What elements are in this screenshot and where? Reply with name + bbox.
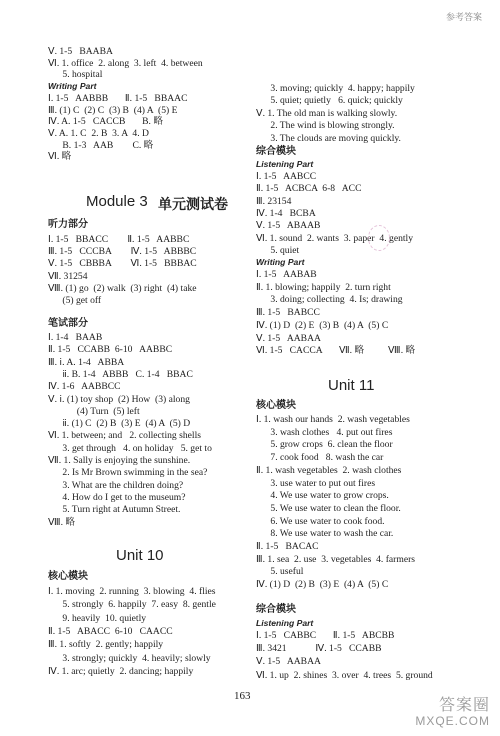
- answer-line: Ⅰ. 1-4 BAAB: [48, 332, 103, 343]
- answer-line: Ⅴ. 1-5 CBBBA Ⅵ. 1-5 BBBAC: [48, 258, 197, 270]
- answer-line: 3. doing; collecting 4. Is; drawing: [256, 294, 403, 306]
- section-label: Writing Part: [256, 257, 305, 267]
- answer-line: B. 1-3 AAB C. 略: [48, 139, 154, 151]
- answer-line: 7. cook food 8. wash the car: [256, 452, 384, 464]
- section-heading: 综合模块: [256, 604, 296, 615]
- answer-line: Ⅳ. (1) D (2) E (3) B (4) A (5) C: [256, 319, 389, 331]
- answer-line: Ⅴ. 1-5 AABAA: [256, 656, 321, 668]
- unit-title: Unit 10: [116, 547, 164, 564]
- answer-line: Ⅲ. 23154: [256, 195, 292, 207]
- answer-line: Ⅲ. 1-5 BABCC: [256, 307, 320, 319]
- answer-line: Ⅶ. 31254: [48, 270, 88, 282]
- answer-line: (4) Turn (5) left: [48, 405, 140, 417]
- answer-line: ⅱ. (1) C (2) B (3) E (4) A (5) D: [48, 418, 191, 430]
- header-mark: 参考答案: [445, 13, 482, 23]
- section-label: Writing Part: [48, 81, 97, 92]
- section-heading: 听力部分: [48, 219, 88, 230]
- answer-line: Ⅳ. A. 1-5 CACCB B. 略: [48, 116, 163, 128]
- answer-line: Ⅳ. 1-4 BCBA: [256, 207, 316, 219]
- watermark-logo-text: 答案圈: [438, 695, 490, 714]
- answer-line: Ⅴ. 1-5 BAABA: [48, 46, 113, 57]
- answer-line: Ⅳ. 1-6 AABBCC: [48, 381, 121, 393]
- answer-line: Ⅰ. 1-5 CABBC Ⅱ. 1-5 ABCBB: [256, 630, 395, 641]
- answer-line: Ⅱ. 1-5 BACAC: [256, 541, 319, 552]
- section-label: Listening Part: [256, 159, 314, 169]
- answer-line: 5. hospital: [48, 69, 103, 81]
- answer-line: Ⅴ. 1-5 ABAAB: [256, 220, 321, 232]
- answer-line: 9. heavily 10. quietly: [48, 612, 147, 624]
- answer-line: Ⅱ. 1. blowing; happily 2. turn right: [256, 281, 391, 293]
- answer-line: Ⅲ. 1. softly 2. gently; happily: [48, 639, 164, 651]
- answer-line: 3. What are the children doing?: [48, 479, 184, 491]
- answer-line: 2. The wind is blowing strongly.: [256, 120, 395, 132]
- answer-line: Ⅵ. 1. sound 2. wants 3. paper 4. gently: [256, 232, 413, 244]
- answer-line: 3. use water to put out fires: [256, 477, 376, 489]
- pen-mark-stamp: [368, 225, 390, 251]
- section-heading: 核心模块: [48, 571, 88, 582]
- answer-line: ⅱ. B. 1-4 ABBB C. 1-4 BBAC: [48, 368, 193, 380]
- answer-line: Ⅲ. 1. sea 2. use 3. vegetables 4. farmers: [256, 553, 415, 565]
- answer-line: 3. moving; quickly 4. happy; happily: [256, 83, 415, 94]
- section-heading: 笔试部分: [48, 318, 88, 329]
- answer-line: Ⅴ. ⅰ. (1) toy shop (2) How (3) along: [48, 393, 190, 405]
- answer-line: Ⅷ. 略: [48, 516, 76, 528]
- answer-line: Ⅶ. 1. Sally is enjoying the sunshine.: [48, 455, 191, 466]
- answer-line: Ⅲ. 1-5 CCCBA Ⅳ. 1-5 ABBBC: [48, 246, 197, 258]
- answer-line: Ⅴ. 1-5 AABAA: [256, 332, 321, 344]
- section-heading: 综合模块: [256, 146, 296, 157]
- answer-line: Ⅵ. 1. between; and 2. collecting shells: [48, 430, 201, 442]
- answer-line: Ⅵ. 略: [48, 151, 72, 163]
- answer-line: 5. strongly 6. happily 7. easy 8. gentle: [48, 599, 216, 611]
- answer-line: 3. wash clothes 4. put out fires: [256, 426, 393, 438]
- answer-line: Ⅰ. 1. moving 2. running 3. blowing 4. flies: [48, 586, 216, 597]
- answer-line: 3. strongly; quickly 4. heavily; slowly: [48, 652, 211, 664]
- answer-line: Ⅳ. (1) D (2) B (3) E (4) A (5) C: [256, 579, 389, 591]
- answer-line: Ⅴ. 1. The old man is walking slowly.: [256, 107, 398, 119]
- answer-line: 4. How do I get to the museum?: [48, 491, 186, 503]
- answer-line: 4. We use water to grow crops.: [256, 490, 389, 502]
- answer-line: 8. We use water to wash the car.: [256, 528, 394, 540]
- answer-line: Ⅳ. 1. arc; quietly 2. dancing; happily: [48, 665, 194, 677]
- page-number: 163: [234, 690, 251, 702]
- module-title: Module 3: [86, 193, 148, 210]
- answer-line: Ⅲ. (1) C (2) C (3) B (4) A (5) E: [48, 104, 178, 116]
- answer-line: Ⅱ. 1-5 ACBCA 6-8 ACC: [256, 183, 362, 195]
- section-label: Listening Part: [256, 618, 314, 628]
- answer-line: Ⅵ. 1. office 2. along 3. left 4. between: [48, 57, 203, 69]
- answer-line: Ⅱ. 1-5 ABACC 6-10 CAACC: [48, 625, 173, 637]
- answer-line: 5. quiet; quietly 6. quick; quickly: [256, 95, 403, 107]
- answer-line: 5. quiet: [256, 244, 300, 256]
- answer-line: Ⅵ. 1. up 2. shines 3. over 4. trees 5. ground: [256, 669, 433, 681]
- answer-line: 3. The clouds are moving quickly.: [256, 132, 401, 144]
- answer-line: Ⅰ. 1-5 AABBB Ⅱ. 1-5 BBAAC: [48, 92, 188, 104]
- answer-line: Ⅱ. 1. wash vegetables 2. wash clothes: [256, 464, 402, 476]
- unit-title: Unit 11: [328, 377, 375, 394]
- module-title-cn: 单元测试卷: [158, 197, 228, 213]
- answer-line: Ⅰ. 1-5 AABAB: [256, 269, 317, 280]
- answer-line: 3. get through 4. on holiday 5. get to: [48, 442, 212, 454]
- answer-line: Ⅰ. 1-5 BBACC Ⅱ. 1-5 AABBC: [48, 234, 190, 245]
- answer-line: Ⅱ. 1-5 CCABB 6-10 AABBC: [48, 344, 173, 356]
- answer-line: 2. Is Mr Brown swimming in the sea?: [48, 467, 208, 479]
- answer-line: Ⅰ. 1-5 AABCC: [256, 171, 317, 182]
- answer-line: Ⅲ. ⅰ. A. 1-4 ABBA: [48, 356, 125, 368]
- answer-line: 5. grow crops 6. clean the floor: [256, 439, 393, 451]
- watermark-url: MXQE.COM: [415, 714, 490, 728]
- answer-line: Ⅷ. (1) go (2) walk (3) right (4) take: [48, 282, 197, 294]
- answer-line: Ⅲ. 3421 Ⅳ. 1-5 CCABB: [256, 643, 382, 655]
- section-heading: 核心模块: [256, 400, 296, 411]
- answer-line: 5. Turn right at Autumn Street.: [48, 504, 181, 516]
- answer-line: 5. useful: [256, 566, 304, 578]
- answer-line: Ⅵ. 1-5 CACCA Ⅶ. 略 Ⅷ. 略: [256, 345, 416, 357]
- answer-line: Ⅰ. 1. wash our hands 2. wash vegetables: [256, 414, 410, 425]
- answer-line: 6. We use water to cook food.: [256, 515, 385, 527]
- answer-line: Ⅴ. A. 1. C 2. B 3. A 4. D: [48, 127, 149, 139]
- answer-line: (5) get off: [48, 295, 102, 306]
- answer-line: 5. We use water to clean the floor.: [256, 502, 401, 514]
